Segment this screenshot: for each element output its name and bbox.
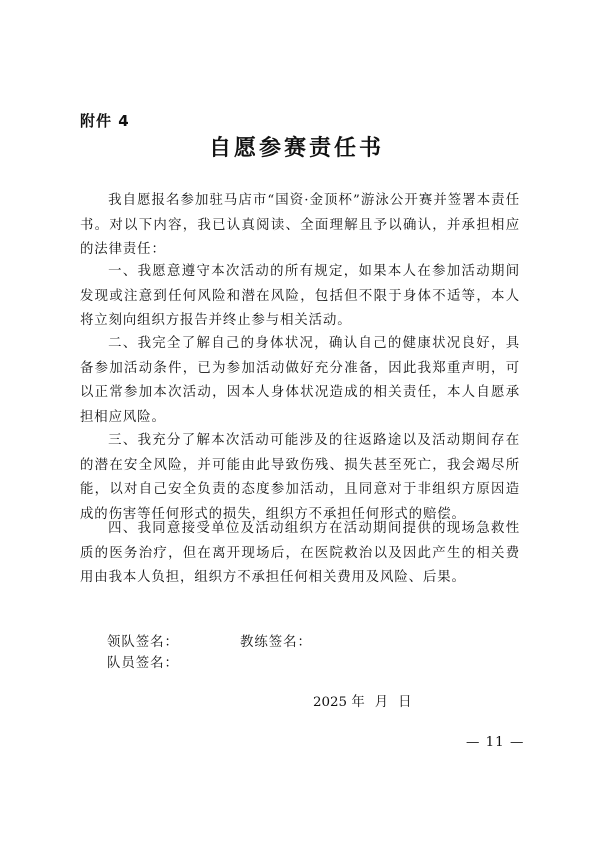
date-day: 日 [398,695,412,710]
coach-signature-label: 教练签名： [240,635,312,650]
document-title: 自愿参赛责任书 [208,136,384,161]
clause-paragraph-2: 二、我完全了解自己的身体状况，确认自己的健康状况良好，具备参加活动条件，已为参加活动做好充分准备，因此我郑重声明，可以正常参加本次活动，因本人身体状况造成的相关责任，本人自愿承担相应风险。 [80,336,520,425]
page-number: — 11 — [466,735,525,750]
leader-signature-label: 领队签名： [107,635,179,650]
date-line [313,691,412,710]
date-month: 月 [374,695,389,710]
date-year: 2025 年 [313,695,365,710]
member-signature-label: 队员签名： [107,656,179,671]
clause-paragraph-4: 四、我同意接受单位及活动组织方在活动期间提供的现场急救性质的医务治疗，但在离开现场后，在医院救治以及因此产生的相关费用由我本人负担，组织方不承担任何相关费用及风险、后果。 [80,521,520,585]
intro-paragraph: 我自愿报名参加驻马店市“国资·金顶杯”游泳公开赛并签署本责任书。对以下内容，我已认真阅读、全面理解且予以确认，并承担相应的法律责任： [80,193,520,257]
clause-paragraph-1: 一、我愿意遵守本次活动的所有规定，如果本人在参加活动期间发现或注意到任何风险和潜在风险，包括但不限于身体不适等，本人将立刻向组织方报告并终止参与相关活动。 [80,264,520,328]
clause-paragraph-3: 三、我充分了解本次活动可能涉及的往返路途以及活动期间存在的潜在安全风险，并可能由此导致伤残、损失甚至死亡，我会竭尽所能，以对自己安全负责的态度参加活动，且同意对于非组织方原因造成的伤害等任何形式的损失，组织方不承担任何形式的赔偿。 [80,433,520,522]
attachment-label: 附件 4 [80,112,130,130]
